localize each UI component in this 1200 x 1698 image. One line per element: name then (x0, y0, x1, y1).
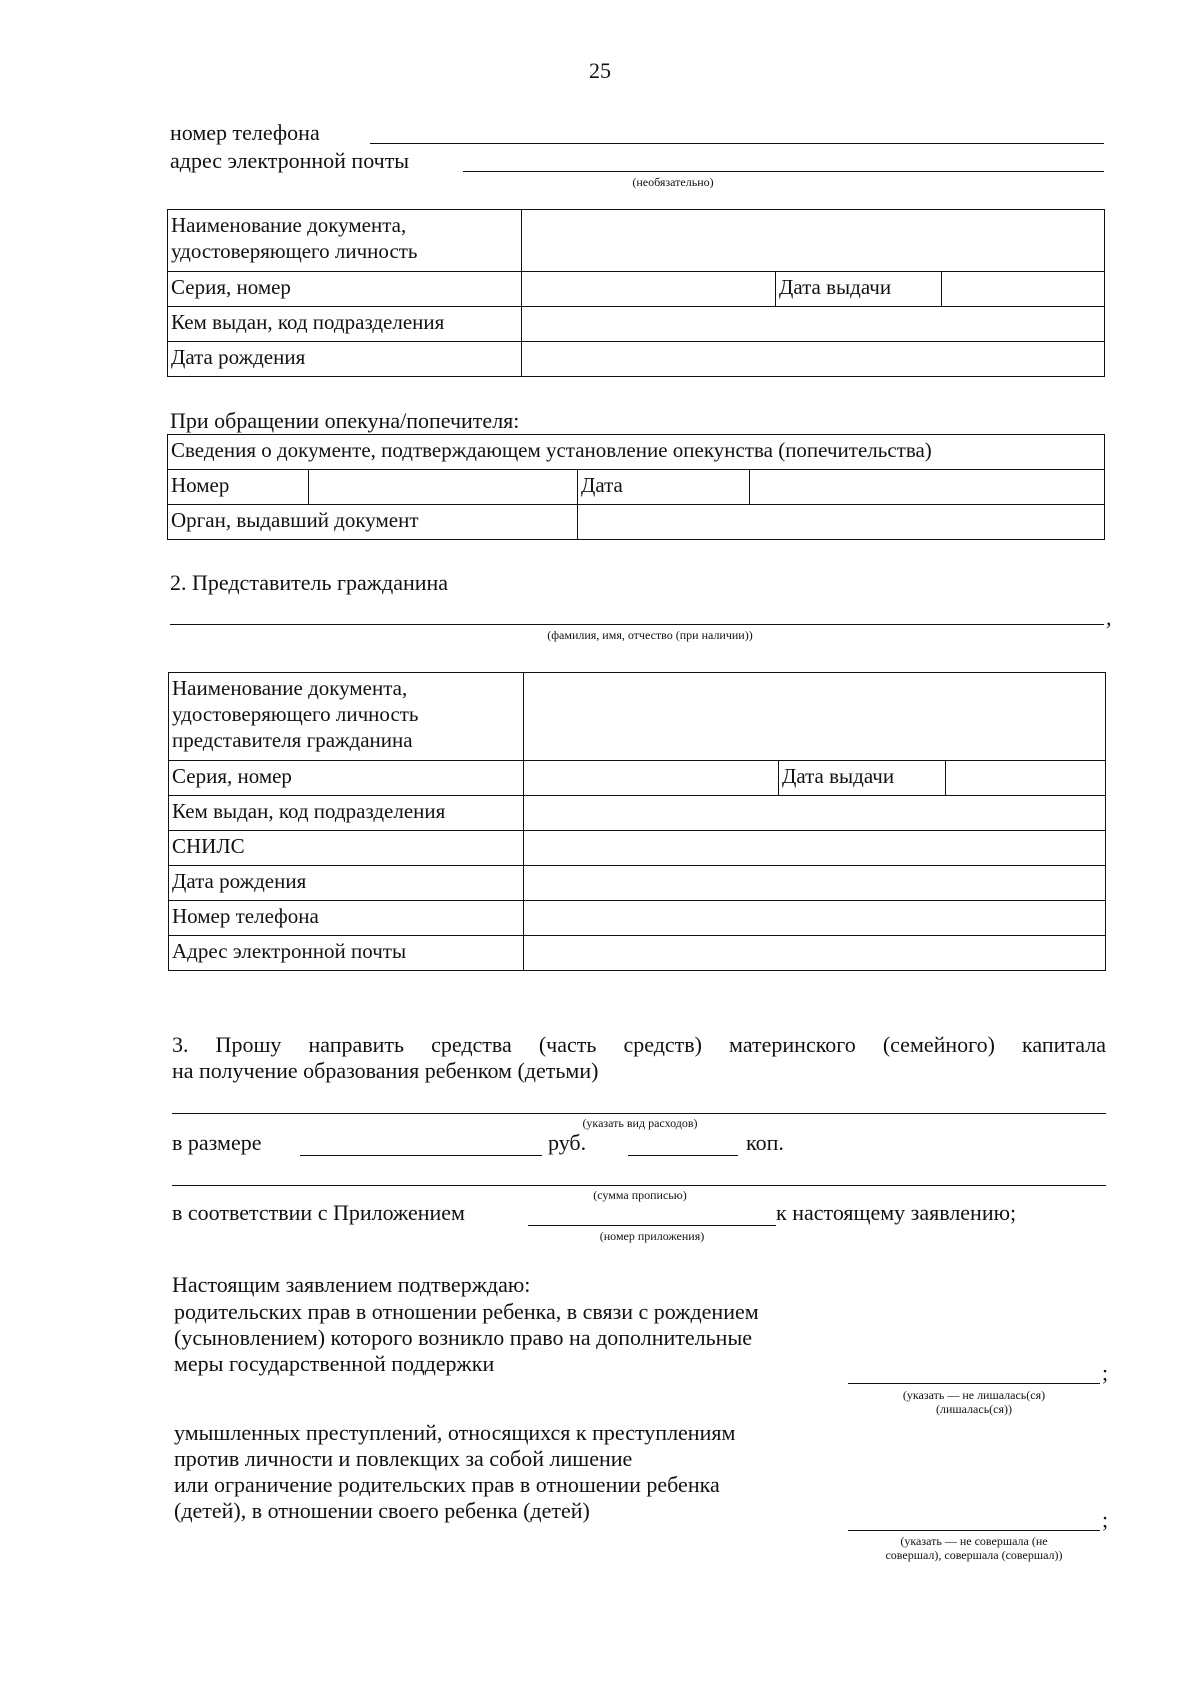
kop-label: коп. (746, 1130, 784, 1155)
id-issue-date-value[interactable] (942, 272, 1105, 307)
rub-field[interactable] (300, 1155, 542, 1156)
id-issued-by-label: Кем выдан, код подразделения (168, 307, 522, 342)
appendix-number-field[interactable] (528, 1225, 776, 1226)
id-birth-date-value[interactable] (522, 342, 1105, 377)
confirm-p1-line: родительских прав в отношении ребенка, в связи с рождением (174, 1299, 759, 1324)
representative-comma: , (1106, 605, 1112, 630)
page-number: 25 (589, 58, 611, 83)
confirm-2-field[interactable] (848, 1530, 1100, 1531)
confirm-p2-line: или ограничение родительских прав в отношении ребенка (174, 1472, 720, 1497)
appendix-label: в соответствии с Приложением (172, 1200, 465, 1225)
email-hint: (необязательно) (632, 175, 714, 189)
confirm-paragraph-1 (174, 1299, 814, 1377)
guardian-issuer-value[interactable] (578, 505, 1105, 540)
appendix-tail: к настоящему заявлению; (776, 1200, 1017, 1225)
kop-field[interactable] (628, 1155, 738, 1156)
rep-birth-date-value[interactable] (524, 866, 1106, 901)
guardian-heading: При обращении опекуна/попечителя: (170, 408, 520, 433)
confirm-p2-line: (детей), в отношении своего ребенка (детей) (174, 1498, 590, 1523)
id-series-label: Серия, номер (168, 272, 522, 307)
id-doc-name-label: Наименование документа, удостоверяющего личность (168, 210, 522, 272)
confirm-2-semicolon: ; (1102, 1507, 1109, 1532)
confirm-2-hint (840, 1534, 1108, 1562)
rep-email-label: Адрес электронной почты (169, 936, 524, 971)
confirm-1-semicolon: ; (1102, 1360, 1109, 1385)
confirm-p1-line: (усыновлением) которого возникло право на дополнительные (174, 1325, 752, 1350)
guardian-doc-info: Сведения о документе, подтверждающем установление опекунства (попечительства) (168, 435, 1105, 470)
confirm-1-hint (840, 1388, 1108, 1416)
rep-series-label: Серия, номер (169, 761, 524, 796)
confirm-2-hint-line: совершал), совершала (совершал)) (885, 1548, 1063, 1562)
id-birth-date-label: Дата рождения (168, 342, 522, 377)
amount-label: в размере (172, 1130, 262, 1155)
confirm-2-hint-line: (указать — не совершала (не (900, 1534, 1048, 1548)
rep-phone-value[interactable] (524, 901, 1106, 936)
phone-label: номер телефона (170, 120, 320, 145)
rep-phone-label: Номер телефона (169, 901, 524, 936)
rep-birth-date-label: Дата рождения (169, 866, 524, 901)
rep-issue-date-label: Дата выдачи (779, 761, 946, 796)
rub-label: руб. (548, 1130, 587, 1155)
id-issue-date-label: Дата выдачи (776, 272, 942, 307)
confirm-p2-line: умышленных преступлений, относящихся к преступлениям (174, 1420, 736, 1445)
sum-in-words-hint: (сумма прописью) (593, 1188, 687, 1202)
expense-type-hint: (указать вид расходов) (582, 1116, 698, 1130)
rep-email-value[interactable] (524, 936, 1106, 971)
guardian-number-value[interactable] (309, 470, 578, 505)
representative-table (168, 672, 1106, 971)
guardian-date-value[interactable] (750, 470, 1105, 505)
confirm-p2-line: против личности и повлекщих за собой лишение (174, 1446, 633, 1471)
rep-snils-label: СНИЛС (169, 831, 524, 866)
appendix-number-hint: (номер приложения) (599, 1229, 705, 1243)
rep-snils-value[interactable] (524, 831, 1106, 866)
request-line-2: на получение образования ребенком (детьми) (172, 1058, 599, 1083)
request-line-1: 3. Прошу направить средства (часть средств) материнского (семейного) капитала (172, 1032, 1106, 1057)
sum-in-words-field[interactable] (172, 1185, 1106, 1186)
confirm-p1-line: меры государственной поддержки (174, 1351, 495, 1376)
rep-doc-name-label: Наименование документа, удостоверяющего личность представителя гражданина (169, 673, 524, 761)
guardian-number-label: Номер (168, 470, 309, 505)
id-series-value[interactable] (522, 272, 776, 307)
phone-field[interactable] (370, 143, 1104, 144)
representative-name-field[interactable] (170, 624, 1104, 625)
email-field[interactable] (463, 171, 1104, 172)
confirm-heading: Настоящим заявлением подтверждаю: (172, 1272, 531, 1297)
confirm-1-hint-line: (указать — не лишалась(ся) (902, 1388, 1046, 1402)
email-label: адрес электронной почты (170, 148, 410, 173)
guardian-issuer-label: Орган, выдавший документ (168, 505, 578, 540)
representative-heading: 2. Представитель гражданина (170, 570, 449, 595)
id-table (167, 209, 1105, 377)
rep-issued-by-label: Кем выдан, код подразделения (169, 796, 524, 831)
confirm-1-field[interactable] (848, 1383, 1100, 1384)
expense-type-field[interactable] (172, 1113, 1106, 1114)
rep-issued-by-value[interactable] (524, 796, 1106, 831)
confirm-1-hint-line: (лишалась(ся)) (935, 1402, 1013, 1416)
id-issued-by-value[interactable] (522, 307, 1105, 342)
guardian-date-label: Дата (578, 470, 750, 505)
id-doc-name-value[interactable] (522, 210, 1105, 272)
guardian-table (167, 434, 1105, 540)
rep-series-value[interactable] (524, 761, 779, 796)
rep-doc-name-value[interactable] (524, 673, 1106, 761)
confirm-paragraph-2 (174, 1420, 814, 1524)
representative-name-hint: (фамилия, имя, отчество (при наличии)) (547, 628, 753, 642)
rep-issue-date-value[interactable] (946, 761, 1106, 796)
